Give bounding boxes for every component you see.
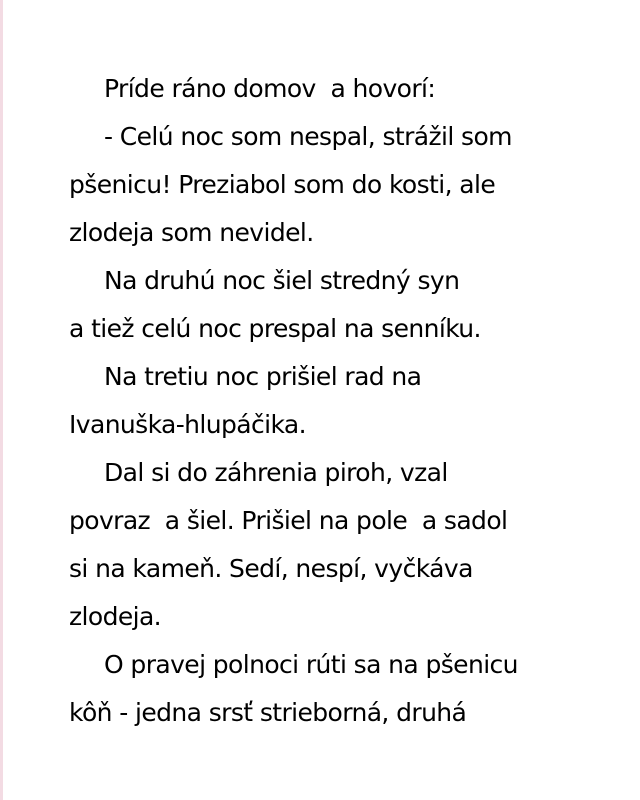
text-line: - Celú noc som nespal, strážil som xyxy=(104,122,512,151)
text-line: zlodeja som nevidel. xyxy=(69,218,314,247)
text-line: povraz a šiel. Prišiel na pole a sadol xyxy=(69,506,508,535)
text-line: O pravej polnoci rúti sa na pšenicu xyxy=(104,650,518,679)
text-line: Na druhú noc šiel stredný syn xyxy=(104,266,460,295)
text-line: Dal si do záhrenia piroh, vzal xyxy=(104,458,448,487)
text-line: kôň - jedna srsť strieborná, druhá xyxy=(69,698,467,727)
text-line: si na kameň. Sedí, nespí, vyčkáva xyxy=(69,554,473,583)
page-edge xyxy=(0,0,3,800)
text-line: Na tretiu noc prišiel rad na xyxy=(104,362,422,391)
text-line: zlodeja. xyxy=(69,602,162,631)
text-line: pšenicu! Preziabol som do kosti, ale xyxy=(69,170,496,199)
story-text xyxy=(69,65,589,737)
text-line: Príde ráno domov a hovorí: xyxy=(104,74,436,103)
text-line: Ivanuška-hlupáčika. xyxy=(69,410,307,439)
text-line: a tiež celú noc prespal na senníku. xyxy=(69,314,481,343)
